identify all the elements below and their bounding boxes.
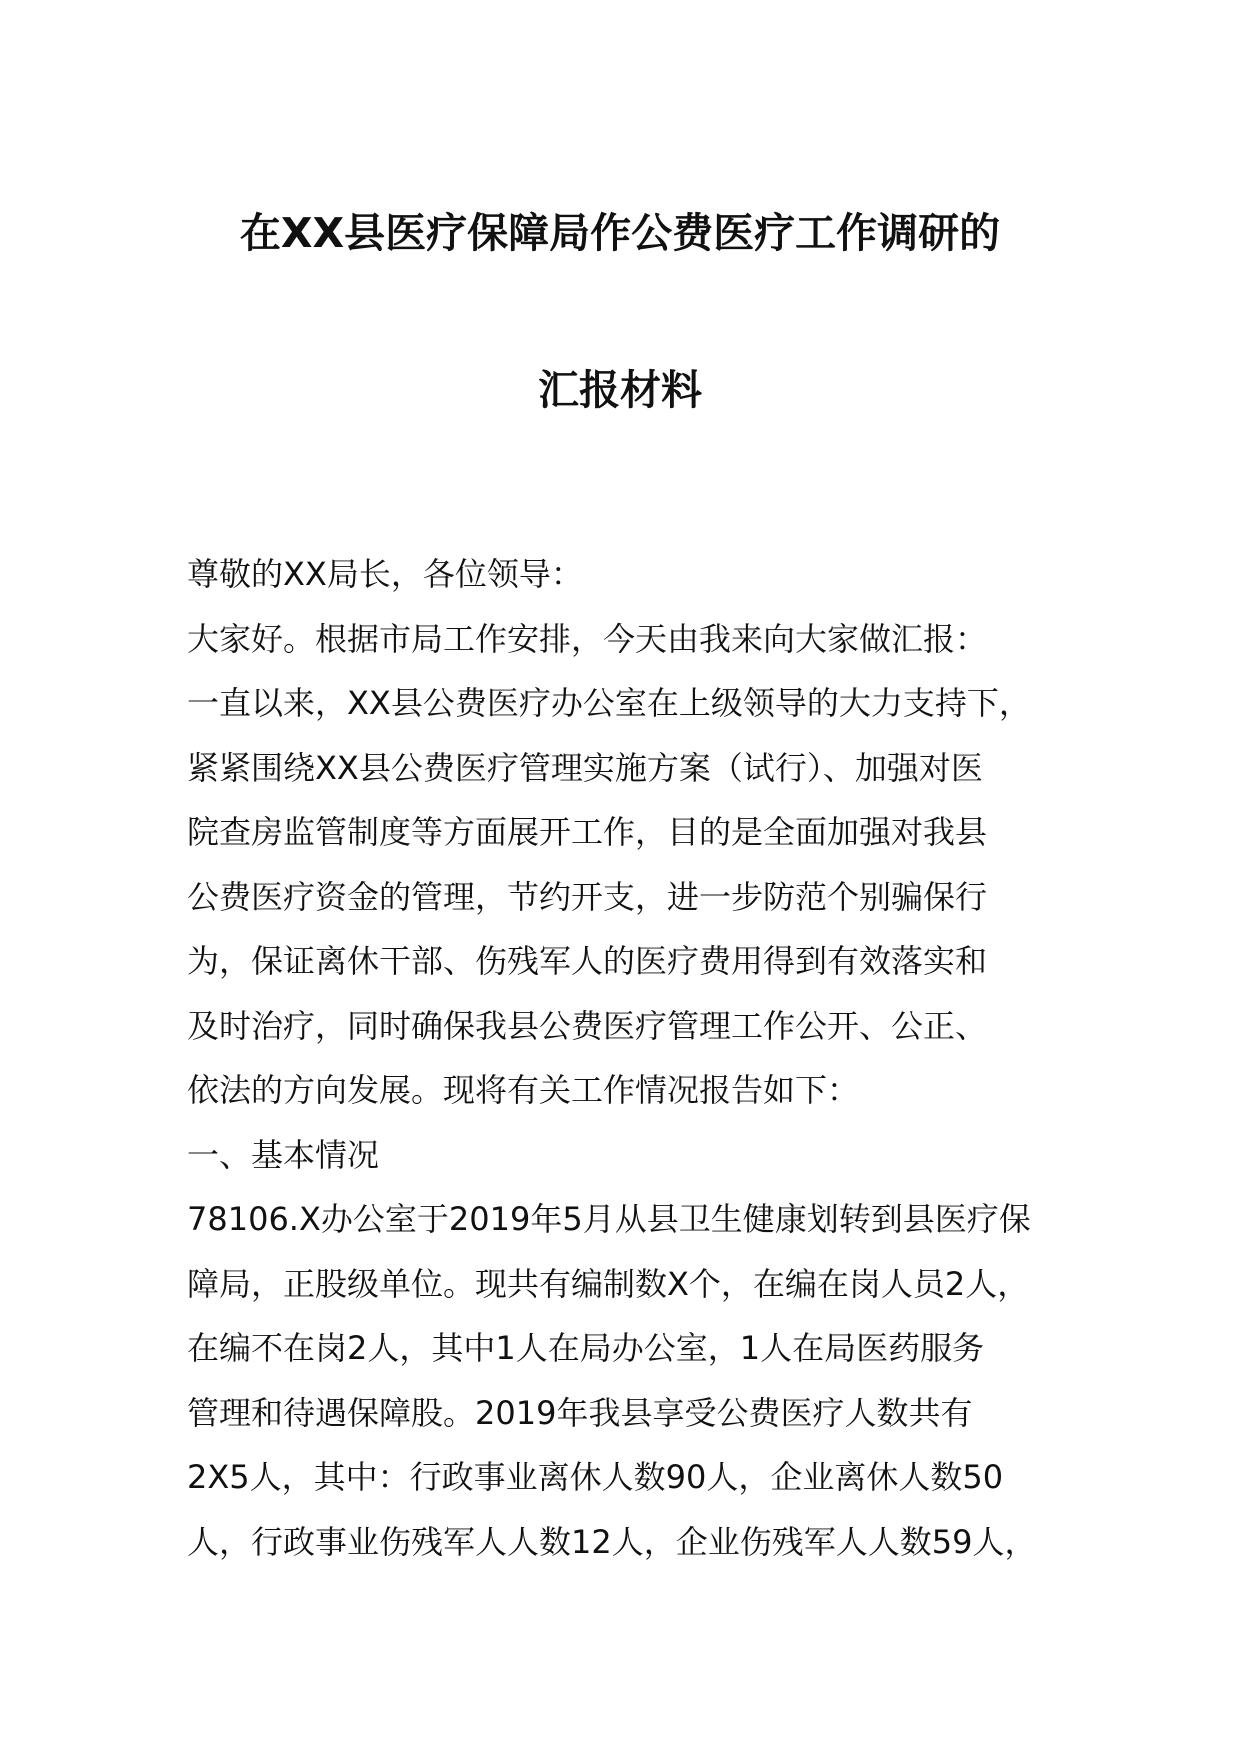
body-line: 为，保证离休干部、伤残军人的医疗费用得到有效落实和 (187, 942, 988, 980)
body-line: 及时治疗，同时确保我县公费医疗管理工作公开、公正、 (187, 1006, 988, 1045)
body-line: 一直以来，XX县公费医疗办公室在上级领导的大力支持下， (187, 684, 1031, 722)
body-line: 公费医疗资金的管理，节约开支，进一步防范个别骗保行 (187, 877, 988, 916)
body-line: 院查房监管制度等方面展开工作，目的是全面加强对我县 (187, 813, 988, 851)
greeting-line: 大家好。根据市局工作安排，今天由我来向大家做汇报： (187, 619, 988, 658)
body-line: 障局，正股级单位。现共有编制数X个，在编在岗人员2人， (187, 1264, 1030, 1303)
body-line: 人，行政事业伤残军人人数12人，企业伤残军人人数59人， (187, 1522, 1037, 1561)
document-title-line-2: 汇报材料 (538, 366, 702, 414)
body-line: 在编不在岗2人，其中1人在局办公室，1人在局医药服务 (187, 1329, 985, 1367)
section-heading: 一、基本情况 (187, 1135, 380, 1174)
body-line: 78106.X办公室于2019年5月从县卫生健康划转到县医疗保 (187, 1200, 1031, 1238)
body-line: 依法的方向发展。现将有关工作情况报告如下： (187, 1071, 860, 1109)
body-line: 2X5人，其中：行政事业离休人数90人，企业离休人数50 (187, 1458, 1004, 1496)
body-line: 紧紧围绕XX县公费医疗管理实施方案（试行）、加强对医 (187, 748, 983, 787)
salutation-line: 尊敬的XX局长，各位领导： (187, 555, 583, 593)
document-body (187, 542, 1087, 1574)
document-title-line-1: 在XX县医疗保障局作公费医疗工作调研的 (239, 209, 1001, 257)
body-line: 管理和待遇保障股。2019年我县享受公费医疗人数共有 (187, 1393, 973, 1432)
